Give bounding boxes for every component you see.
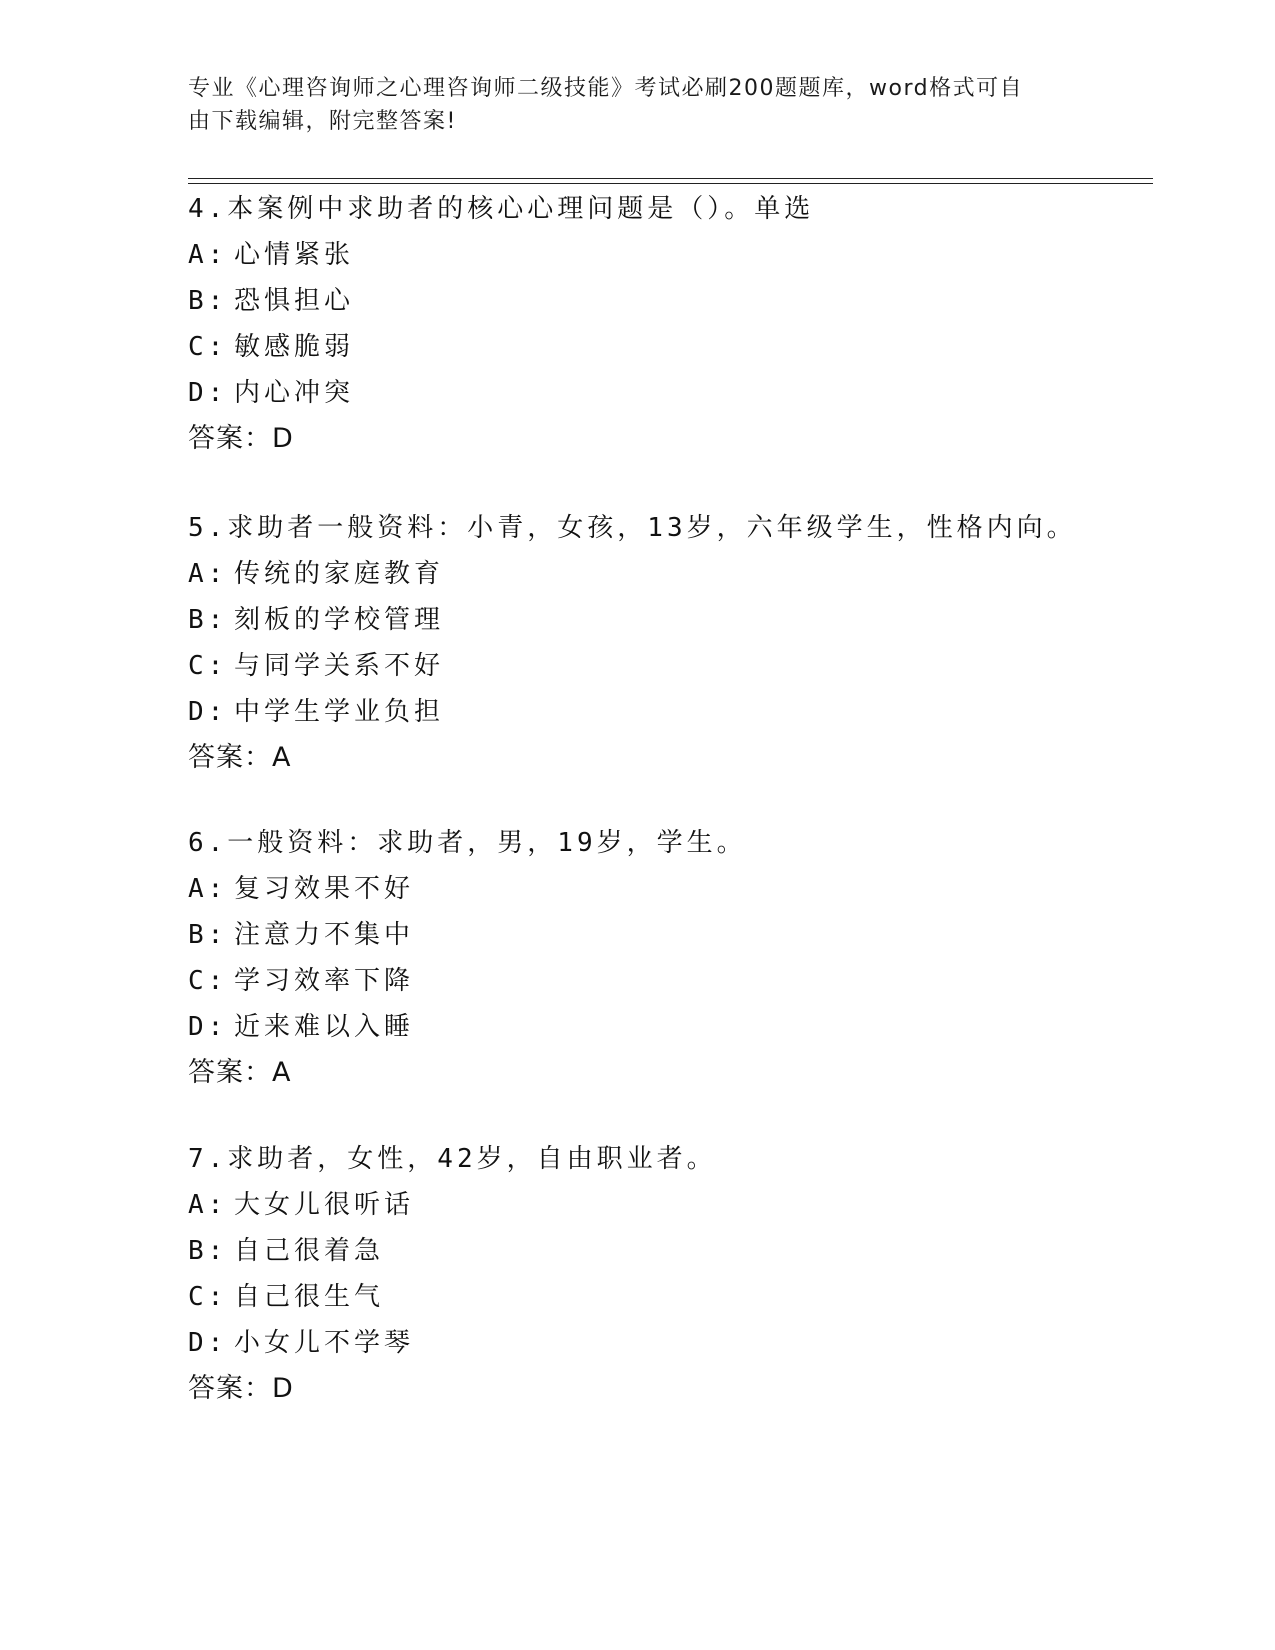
option-text: 中学生学业负担 bbox=[234, 697, 445, 727]
header-line-1: 专业《心理咨询师之心理咨询师二级技能》考试必刷200题题库，word格式可自 bbox=[188, 76, 1024, 101]
option-letter: B: bbox=[188, 286, 228, 316]
answer-line: 答案：D bbox=[188, 423, 294, 454]
option-text: 小女儿不学琴 bbox=[234, 1328, 415, 1358]
option-letter: D: bbox=[188, 378, 228, 408]
option-letter: B: bbox=[188, 605, 228, 635]
option-c bbox=[188, 1274, 1188, 1320]
question-block bbox=[188, 820, 1188, 1096]
question-stem: 4.本案例中求助者的核心心理问题是（）。单选 bbox=[188, 194, 815, 224]
option-letter: A: bbox=[188, 1190, 228, 1220]
question-stem: 6.一般资料：求助者，男，19岁，学生。 bbox=[188, 828, 747, 858]
option-text: 自己很着急 bbox=[234, 1236, 385, 1266]
option-a bbox=[188, 1182, 1188, 1228]
option-c bbox=[188, 324, 1188, 370]
question-block bbox=[188, 505, 1188, 781]
option-text: 传统的家庭教育 bbox=[234, 559, 445, 589]
option-letter: B: bbox=[188, 920, 228, 950]
question-stem: 7.求助者，女性，42岁，自由职业者。 bbox=[188, 1144, 717, 1174]
option-letter: D: bbox=[188, 697, 228, 727]
option-a bbox=[188, 232, 1188, 278]
question-stem: 5.求助者一般资料：小青，女孩，13岁，六年级学生，性格内向。 bbox=[188, 513, 1077, 543]
option-letter: C: bbox=[188, 651, 228, 681]
header-divider-bottom bbox=[188, 183, 1153, 184]
option-letter: D: bbox=[188, 1012, 228, 1042]
option-a bbox=[188, 866, 1188, 912]
option-d bbox=[188, 1320, 1188, 1366]
option-b bbox=[188, 597, 1188, 643]
question-block bbox=[188, 186, 1188, 462]
question-block bbox=[188, 1136, 1188, 1412]
answer-line: 答案：A bbox=[188, 1057, 292, 1088]
option-d bbox=[188, 370, 1188, 416]
option-text: 与同学关系不好 bbox=[234, 651, 445, 681]
option-b bbox=[188, 912, 1188, 958]
document-header bbox=[188, 72, 1068, 138]
option-letter: A: bbox=[188, 240, 228, 270]
option-text: 大女儿很听话 bbox=[234, 1190, 415, 1220]
option-letter: C: bbox=[188, 966, 228, 996]
option-c bbox=[188, 958, 1188, 1004]
header-divider-top bbox=[188, 178, 1153, 179]
option-text: 学习效率下降 bbox=[234, 966, 415, 996]
header-line-2: 由下载编辑，附完整答案! bbox=[188, 109, 457, 134]
option-b bbox=[188, 278, 1188, 324]
option-b bbox=[188, 1228, 1188, 1274]
option-text: 敏感脆弱 bbox=[234, 332, 355, 362]
option-c bbox=[188, 643, 1188, 689]
option-text: 自己很生气 bbox=[234, 1282, 385, 1312]
option-d bbox=[188, 689, 1188, 735]
option-letter: C: bbox=[188, 1282, 228, 1312]
option-text: 恐惧担心 bbox=[234, 286, 355, 316]
option-text: 心情紧张 bbox=[234, 240, 355, 270]
option-text: 复习效果不好 bbox=[234, 874, 415, 904]
answer-line: 答案：A bbox=[188, 742, 292, 773]
option-letter: C: bbox=[188, 332, 228, 362]
option-letter: B: bbox=[188, 1236, 228, 1266]
option-d bbox=[188, 1004, 1188, 1050]
option-text: 近来难以入睡 bbox=[234, 1012, 415, 1042]
option-letter: A: bbox=[188, 874, 228, 904]
answer-line: 答案：D bbox=[188, 1373, 294, 1404]
option-a bbox=[188, 551, 1188, 597]
option-letter: D: bbox=[188, 1328, 228, 1358]
option-letter: A: bbox=[188, 559, 228, 589]
option-text: 注意力不集中 bbox=[234, 920, 415, 950]
option-text: 内心冲突 bbox=[234, 378, 355, 408]
option-text: 刻板的学校管理 bbox=[234, 605, 445, 635]
